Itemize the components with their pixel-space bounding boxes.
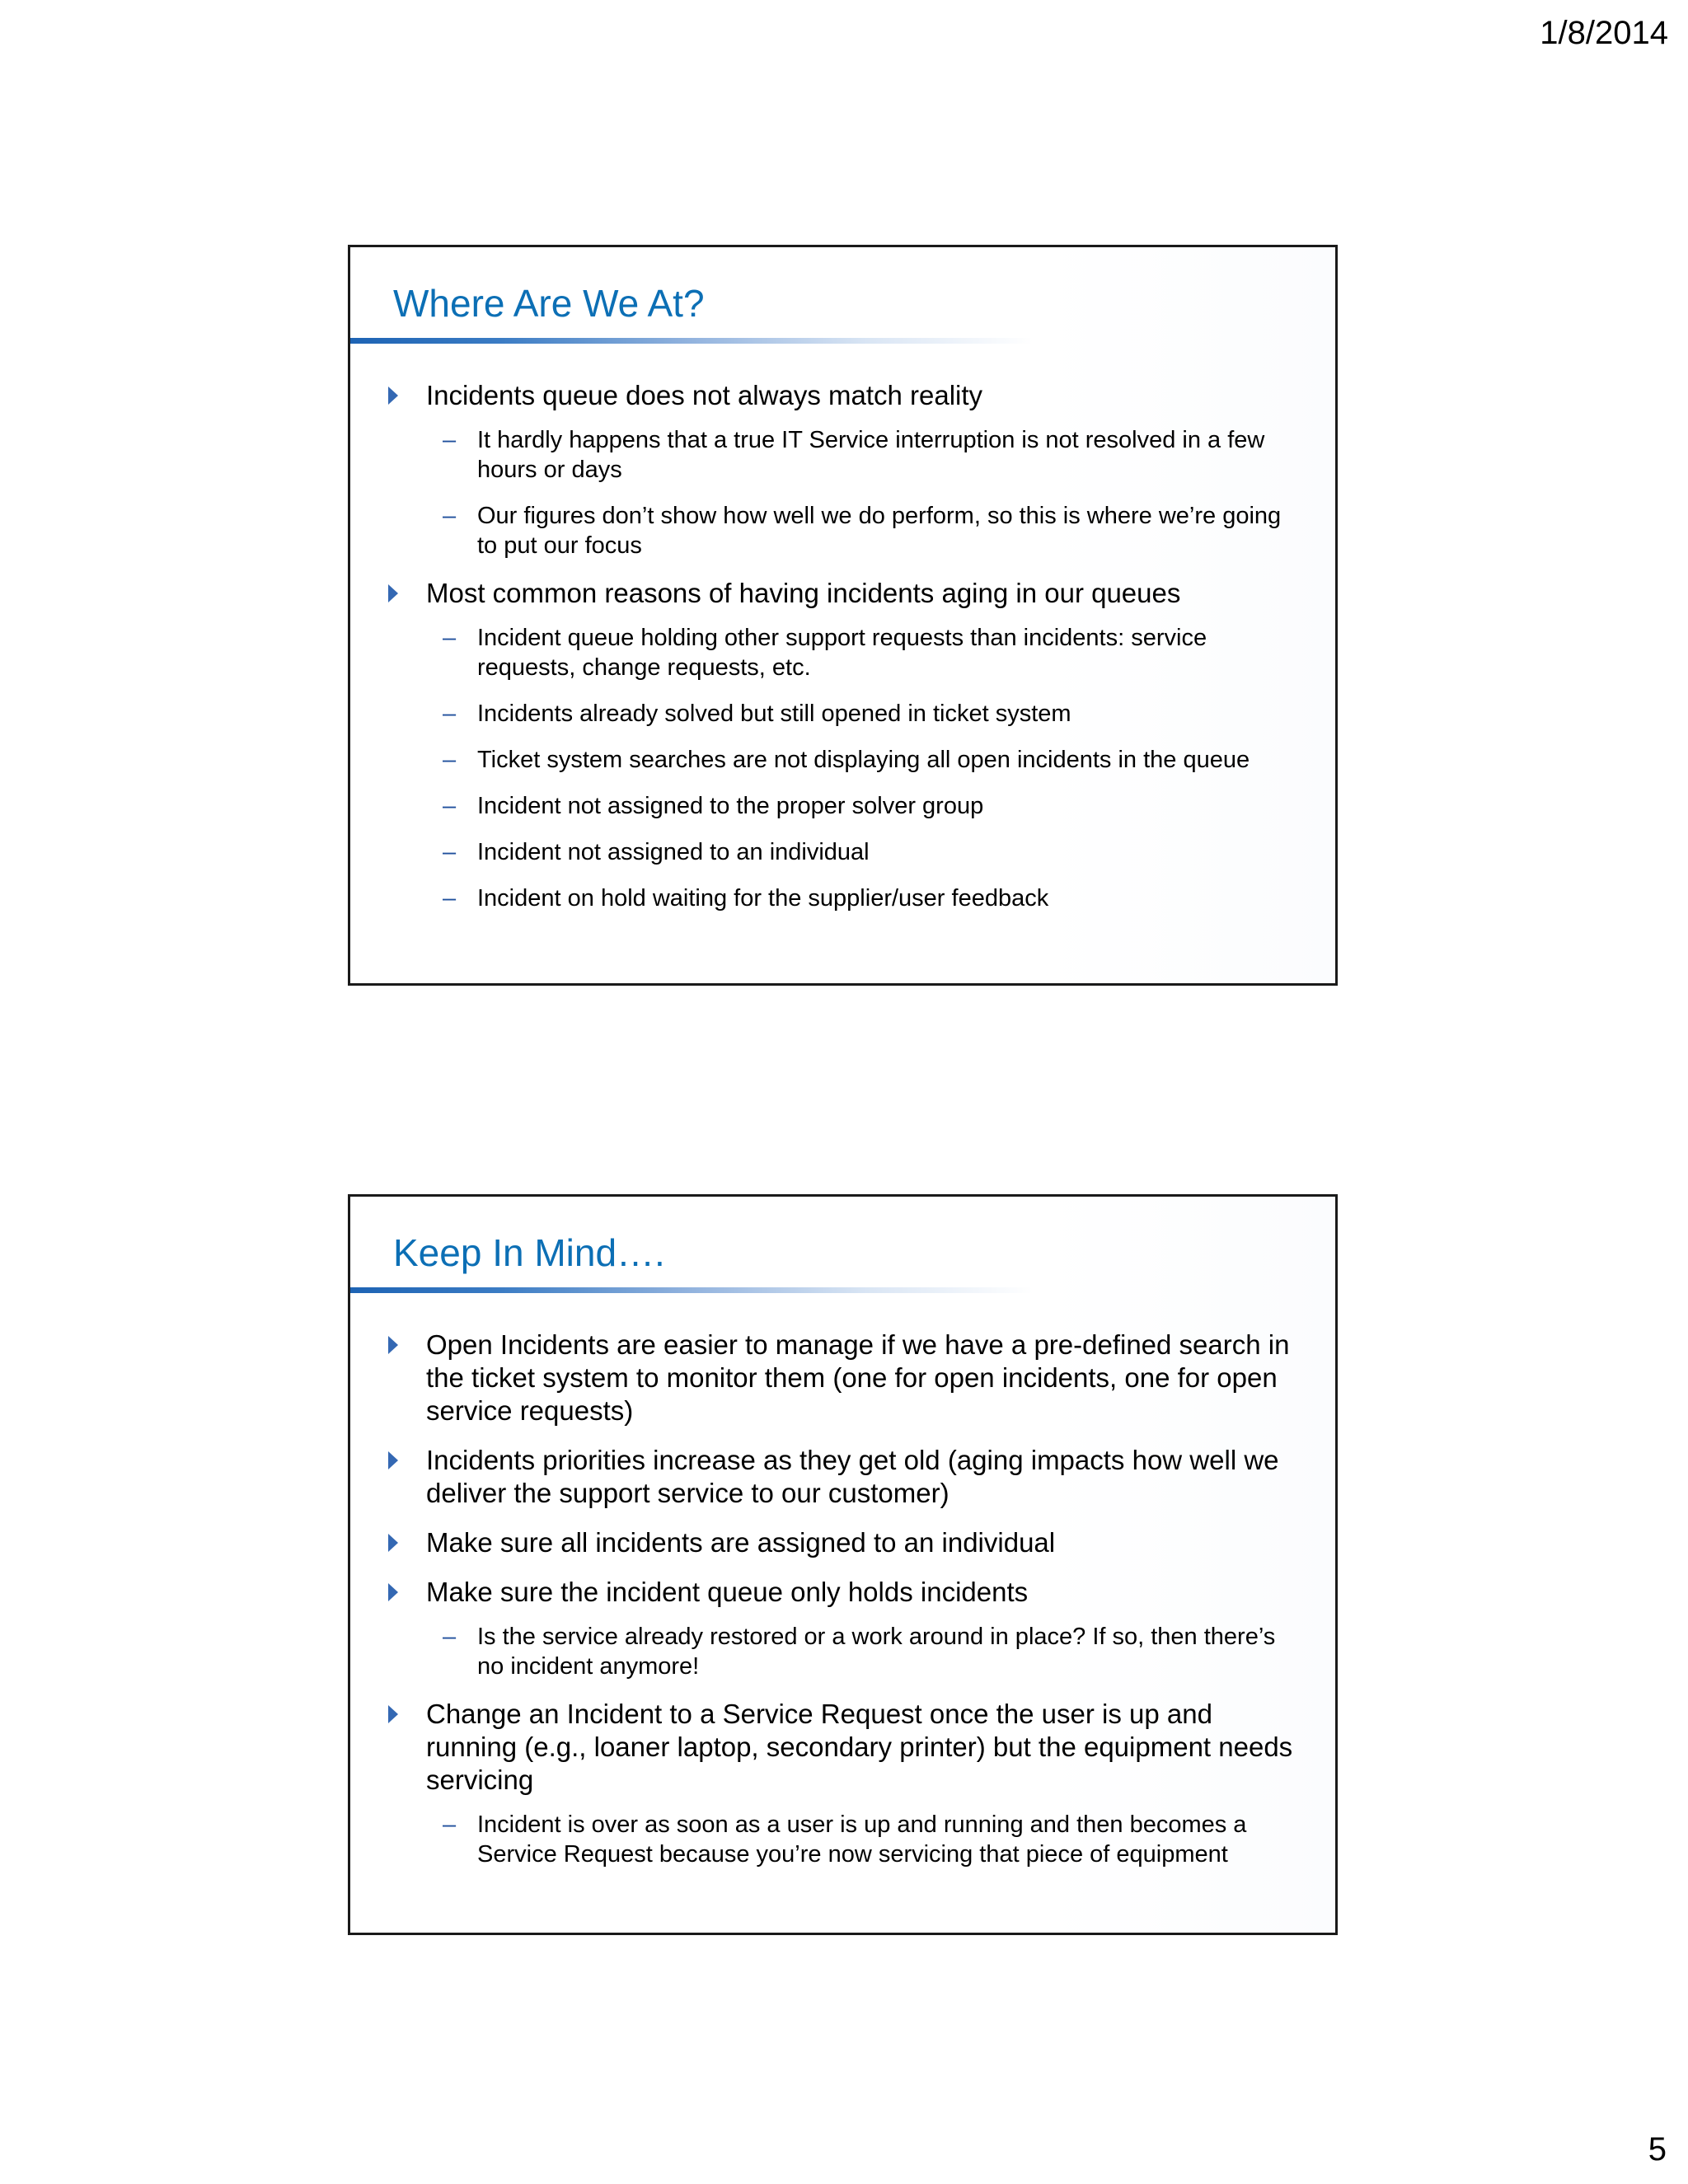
sub-item-text: Incident is over as soon as a user is up and running and then becomes a Service Request because you’re now servicing that piece of equipment xyxy=(477,1811,1247,1868)
dash-icon: – xyxy=(443,839,457,865)
dash-icon: – xyxy=(443,793,457,819)
sub-item xyxy=(426,699,1302,729)
dash-icon: – xyxy=(443,1811,457,1838)
dash-icon: – xyxy=(443,427,457,453)
title-underline-rule xyxy=(350,1287,1183,1293)
dash-icon: – xyxy=(443,701,457,727)
bullet-item xyxy=(383,1444,1302,1510)
triangle-right-icon xyxy=(388,1705,398,1723)
bullet-item xyxy=(383,1526,1302,1559)
bullet-text: Incidents priorities increase as they get old (aging impacts how well we deliver the support service to our customer) xyxy=(426,1445,1279,1508)
sub-item-text: Incident queue holding other support requests than incidents: service requests, change requests, etc. xyxy=(477,625,1207,681)
sub-item-text: Is the service already restored or a work around in place? If so, then there’s no incident anymore! xyxy=(477,1624,1276,1680)
slide-content xyxy=(383,1329,1302,1886)
bullet-text: Make sure all incidents are assigned to an individual xyxy=(426,1527,1056,1558)
sub-item xyxy=(426,1810,1302,1869)
dash-icon: – xyxy=(443,747,457,773)
bullet-text: Incidents queue does not always match reality xyxy=(426,380,983,410)
sub-list xyxy=(426,425,1302,560)
bullet-item xyxy=(383,379,1302,560)
sub-item xyxy=(426,745,1302,775)
sub-list xyxy=(426,623,1302,913)
triangle-right-icon xyxy=(388,584,398,602)
sub-item xyxy=(426,501,1302,560)
sub-item-text: Incident not assigned to an individual xyxy=(477,839,870,865)
triangle-right-icon xyxy=(388,1451,398,1469)
slide-keep-in-mind xyxy=(348,1194,1338,1935)
dash-icon: – xyxy=(443,503,457,529)
triangle-right-icon xyxy=(388,1336,398,1354)
triangle-right-icon xyxy=(388,1583,398,1601)
bullet-text: Change an Incident to a Service Request once the user is up and running (e.g., loaner laptop, secondary printer) but the equipment needs servicing xyxy=(426,1699,1293,1795)
bullet-text: Open Incidents are easier to manage if we have a pre-defined search in the ticket system to monitor them (one for open incidents, one for open service requests) xyxy=(426,1329,1290,1426)
slide-title: Where Are We At? xyxy=(393,282,705,325)
sub-item-text: Incident on hold waiting for the supplier/user feedback xyxy=(477,885,1049,912)
bullet-item xyxy=(383,577,1302,913)
dash-icon: – xyxy=(443,885,457,912)
dash-icon: – xyxy=(443,625,457,651)
sub-list xyxy=(426,1622,1302,1681)
sub-item-text: Ticket system searches are not displaying all open incidents in the queue xyxy=(477,747,1250,773)
sub-item-text: It hardly happens that a true IT Service interruption is not resolved in a few hours or days xyxy=(477,427,1265,483)
sub-item-text: Incidents already solved but still opened in ticket system xyxy=(477,701,1071,727)
slide-where-are-we-at xyxy=(348,245,1338,986)
page-date: 1/8/2014 xyxy=(1540,15,1668,51)
dash-icon: – xyxy=(443,1624,457,1650)
bullet-text: Make sure the incident queue only holds incidents xyxy=(426,1577,1029,1607)
page-number: 5 xyxy=(1648,2131,1667,2168)
sub-item xyxy=(426,791,1302,821)
slide-title: Keep In Mind…. xyxy=(393,1231,665,1274)
sub-item xyxy=(426,623,1302,682)
bullet-item xyxy=(383,1576,1302,1681)
sub-list xyxy=(426,1810,1302,1869)
sub-item xyxy=(426,425,1302,485)
sub-item-text: Our figures don’t show how well we do perform, so this is where we’re going to put our focus xyxy=(477,503,1282,559)
triangle-right-icon xyxy=(388,387,398,405)
triangle-right-icon xyxy=(388,1534,398,1552)
bullet-item xyxy=(383,1698,1302,1869)
sub-item xyxy=(426,1622,1302,1681)
sub-item-text: Incident not assigned to the proper solver group xyxy=(477,793,984,819)
bullet-item xyxy=(383,1329,1302,1427)
sub-item xyxy=(426,883,1302,913)
title-underline-rule xyxy=(350,338,1183,344)
bullet-text: Most common reasons of having incidents aging in our queues xyxy=(426,578,1181,608)
sub-item xyxy=(426,837,1302,867)
slide-content xyxy=(383,379,1302,930)
